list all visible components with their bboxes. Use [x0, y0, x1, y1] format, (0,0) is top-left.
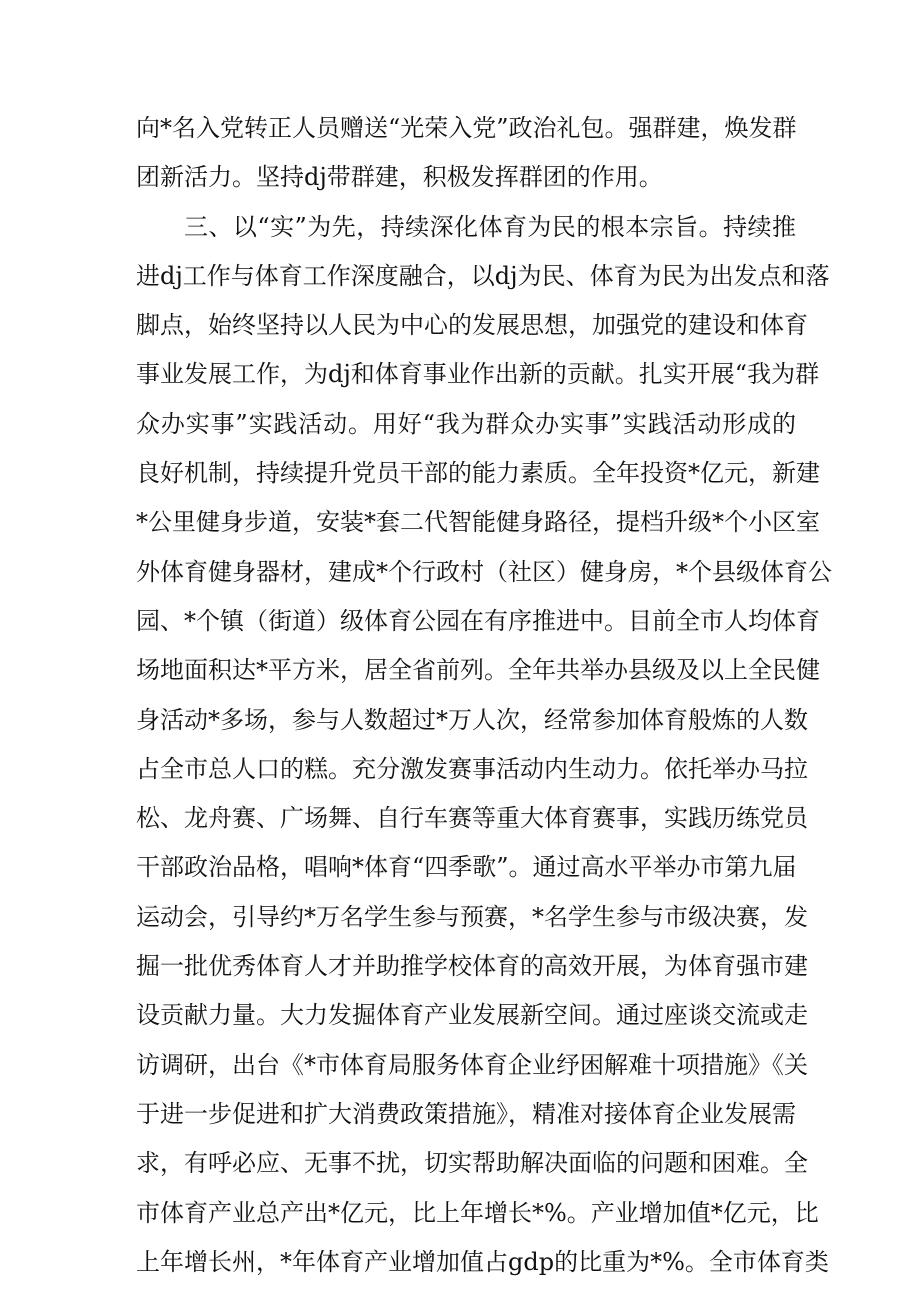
text-line-14: 占全市总人口的糕。充分激发赛事活动内生动力。依托举办马拉 [136, 754, 808, 783]
text-line-2: 团新活力。坚持dj带群建，积极发挥群团的作用。 [136, 163, 663, 192]
text-line-22: 求，有呼必应、无事不扰，切实帮助解决面临的问题和困难。全 [136, 1149, 808, 1178]
text-line-5: 脚点，始终坚持以人民为中心的发展思想，加强党的建设和体育 [136, 311, 808, 340]
text-line-23: 市体育产业总产出*亿元，比上年增长*%。产业增加值*亿元，比 [136, 1198, 819, 1227]
text-line-9: *公里健身步道，安装*套二代智能健身路径，提档升级*个小区室 [136, 508, 820, 537]
text-line-1: 向*名入党转正人员赠送“光荣入党”政治礼包。强群建，焕发群 [136, 114, 797, 142]
text-line-20: 访调研，出台《*市体育局服务体育企业纾困解难十项措施》《关 [136, 1050, 808, 1079]
text-line-17: 运动会，引导约*万名学生参与预赛，*名学生参与市级决赛，发 [136, 902, 808, 931]
text-line-8: 良好机制，持续提升党员干部的能力素质。全年投资*亿元，新建 [136, 459, 820, 488]
text-line-4: 进dj工作与体育工作深度融合，以dj为民、体育为民为出发点和落 [136, 261, 830, 290]
text-line-6: 事业发展工作，为dj和体育事业作出新的贡献。扎实开展“我为群 [136, 360, 820, 389]
text-line-19: 设贡献力量。大力发掘体育产业发展新空间。通过座谈交流或走 [136, 1001, 808, 1030]
text-line-11: 园、*个镇（街道）级体育公园在有序推进中。目前全市人均体育 [136, 606, 820, 635]
text-line-7: 众办实事”实践活动。用好“我为群众办实事”实践活动形成的 [136, 409, 796, 438]
text-line-12: 场地面积达*平方米，居全省前列。全年共举办县级及以上全民健 [136, 656, 820, 685]
text-line-15: 松、龙舟赛、广场舞、自行车赛等重大体育赛事，实践历练党员 [136, 804, 808, 833]
body-text [136, 104, 832, 1287]
text-line-24: 上年增长州，*年体育产业增加值占gdp的比重为*%。全市体育类 [136, 1247, 829, 1276]
text-line-10: 外体育健身器材，建成*个行政村（社区）健身房，*个县级体育公 [136, 557, 832, 586]
text-line-16: 干部政治品格，唱响*体育“四季歌”。通过高水平举办市第九届 [136, 853, 797, 882]
text-line-18: 掘一批优秀体育人才并助推学校体育的高效开展，为体育强市建 [136, 952, 808, 981]
text-line-3: 三、以“实”为先，持续深化体育为民的根本宗旨。持续推 [184, 212, 796, 241]
text-line-21: 于进一步促进和扩大消费政策措施》，精准对接体育企业发展需 [136, 1099, 796, 1128]
text-line-13: 身活动*多场，参与人数超过*万人次，经常参加体育般炼的人数 [136, 705, 808, 734]
